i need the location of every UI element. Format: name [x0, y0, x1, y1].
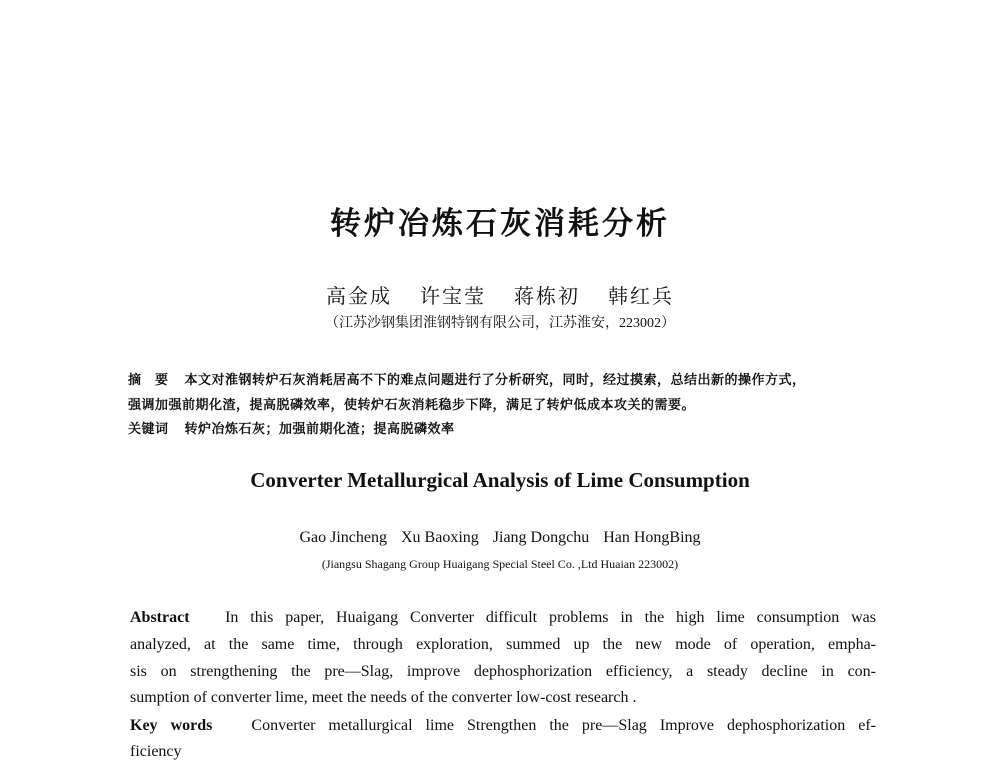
- author: Jiang Dongchu: [492, 529, 590, 546]
- english-keywords-label: Key words: [130, 717, 213, 734]
- author: Gao Jincheng: [299, 529, 387, 546]
- abstract-text: 本文对淮钢转炉石灰消耗居高不下的难点问题进行了分析研究，同时，经过摸索，总结出新的操作方式，: [184, 372, 806, 387]
- english-keywords-line: ficiency: [130, 743, 182, 760]
- english-abstract-line: analyzed, at the same time, through exploration, summed up the new mode of operation, empha-: [130, 636, 876, 653]
- english-affiliation: (Jiangsu Shagang Group Huaigang Special Steel Co. ,Ltd Huaian 223002): [321, 557, 679, 571]
- chinese-abstract-label: 摘 要: [128, 372, 169, 387]
- chinese-authors: [0, 280, 1000, 309]
- chinese-keywords: [128, 418, 455, 437]
- keywords-text: 转炉冶炼石灰；加强前期化渣；提高脱磷效率: [184, 421, 455, 436]
- chinese-affiliation: （江苏沙钢集团淮钢特钢有限公司，江苏淮安，223002）: [325, 316, 675, 331]
- author: Han HongBing: [603, 529, 701, 546]
- chinese-abstract-line: 强调加强前期化渣，提高脱磷效率，使转炉石灰消耗稳步下降，满足了转炉低成本攻关的需要。: [128, 397, 696, 412]
- abstract-text: In this paper, Huaigang Converter difficult problems in the high lime consumption was: [225, 609, 877, 626]
- author: 韩红兵: [608, 286, 674, 308]
- chinese-title: 转炉冶炼石灰消耗分析: [330, 206, 670, 241]
- author: 高金成: [326, 286, 392, 308]
- keywords-text: Converter metallurgical lime Strengthen the pre—Slag Improve dephosphorization ef-: [251, 717, 877, 734]
- author: 蒋栋初: [514, 286, 580, 308]
- english-abstract-label: Abstract: [130, 609, 190, 626]
- author: 许宝莹: [420, 286, 486, 308]
- english-abstract-line: sumption of converter lime, meet the needs of the converter low-cost research .: [130, 689, 637, 706]
- chinese-abstract-line: [128, 369, 806, 388]
- english-authors: [0, 529, 1000, 547]
- english-abstract-line: sis on strengthening the pre—Slag, improve dephosphorization efficiency, a steady decline in con-: [130, 663, 876, 680]
- english-abstract-line: [130, 609, 876, 627]
- chinese-keywords-label: 关键词: [128, 421, 169, 436]
- english-title: Converter Metallurgical Analysis of Lime Consumption: [250, 468, 750, 492]
- author: Xu Baoxing: [400, 529, 479, 546]
- english-keywords: [130, 717, 876, 735]
